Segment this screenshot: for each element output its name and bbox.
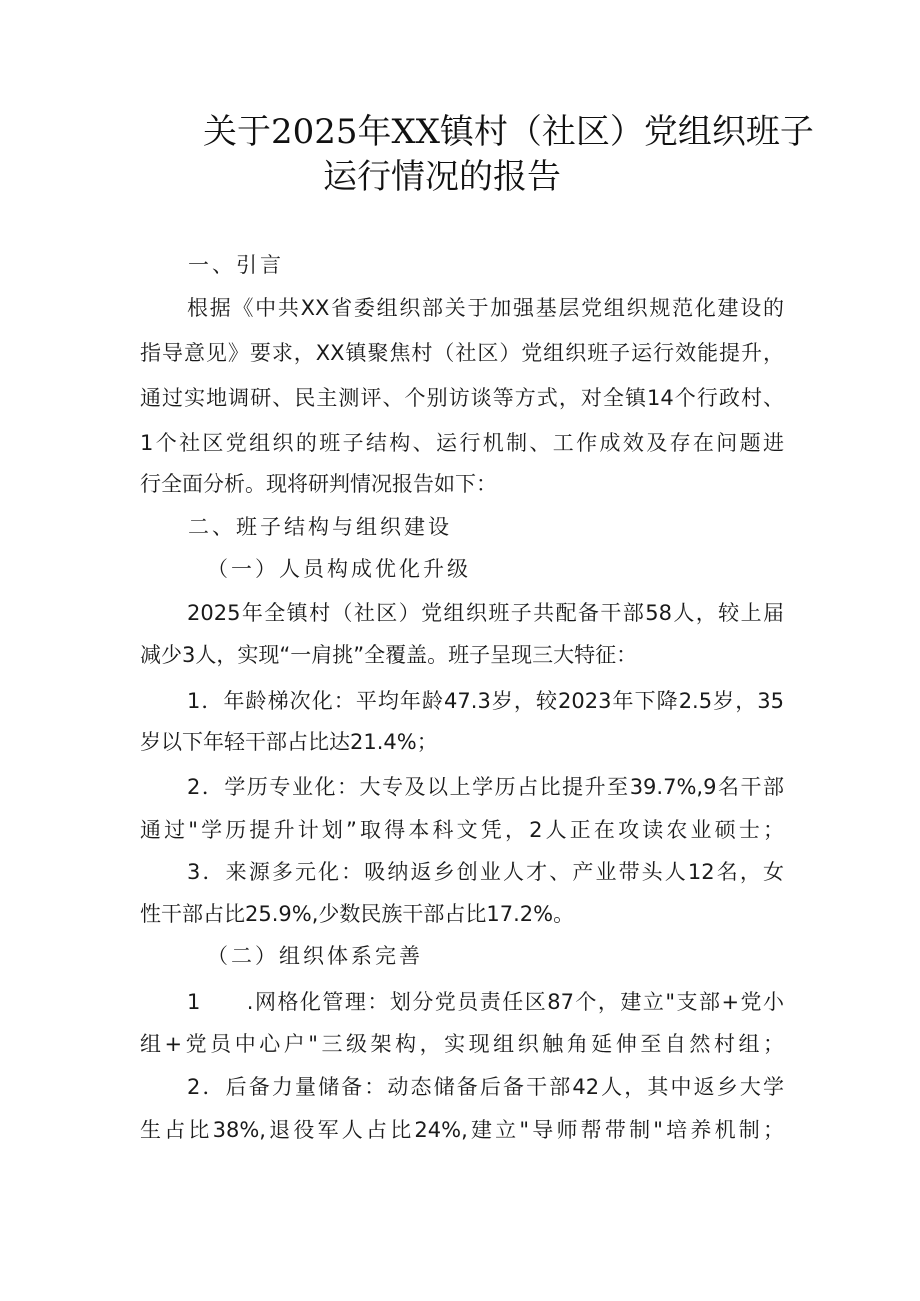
list-item-age-line: 1．年龄梯次化：平均年龄47.3岁，较2023年下降2.5岁，35	[187, 689, 784, 713]
paragraph-intro-line: 指导意见》要求，XX镇聚焦村（社区）党组织班子运行效能提升，	[140, 341, 784, 365]
paragraph-intro-line: 通过实地调研、民主测评、个别访谈等方式，对全镇14个行政村、	[140, 386, 784, 410]
section-heading-introduction: 一、引言	[188, 253, 284, 277]
list-item-age-line: 岁以下年轻干部占比达21.4%；	[140, 730, 438, 754]
list-item-education-line: 2．学历专业化：大专及以上学历占比提升至39.7%,9名干部	[187, 775, 784, 799]
list-item-source-line: 性干部占比25.9%,少数民族干部占比17.2%。	[140, 902, 575, 926]
list-item-grid-management-line: 1 .网格化管理：划分党员责任区87个，建立"支部+党小	[187, 990, 784, 1014]
paragraph-intro-line: 行全面分析。现将研判情况报告如下：	[140, 472, 497, 496]
paragraph-personnel-line: 减少3人，实现“一肩挑”全覆盖。班子呈现三大特征：	[140, 643, 638, 667]
paragraph-intro-line: 根据《中共XX省委组织部关于加强基层党组织规范化建设的	[187, 296, 784, 320]
report-title-line-2: 运行情况的报告	[323, 157, 561, 197]
section-heading-structure: 二、班子结构与组织建设	[188, 515, 452, 539]
paragraph-intro-line: 1个社区党组织的班子结构、运行机制、工作成效及存在问题进	[140, 431, 784, 455]
report-title-line-1: 关于2025年XX镇村（社区）党组织班子	[203, 112, 814, 152]
list-item-reserve-line: 2．后备力量储备：动态储备后备干部42人，其中返乡大学	[187, 1075, 784, 1099]
list-item-source-line: 3．来源多元化：吸纳返乡创业人才、产业带头人12名，女	[187, 860, 784, 884]
subsection-heading-organization: （二）组织体系完善	[207, 944, 423, 968]
list-item-grid-management-line: 组+党员中心户"三级架构，实现组织触角延伸至自然村组；	[140, 1032, 784, 1056]
subsection-heading-personnel: （一）人员构成优化升级	[207, 557, 471, 581]
paragraph-personnel-line: 2025年全镇村（社区）党组织班子共配备干部58人，较上届	[187, 601, 784, 625]
list-item-reserve-line: 生占比38%,退役军人占比24%,建立"导师帮带制"培养机制；	[140, 1118, 784, 1142]
list-item-education-line: 通过"学历提升计划”取得本科文凭，2人正在攻读农业硕士；	[140, 818, 784, 842]
